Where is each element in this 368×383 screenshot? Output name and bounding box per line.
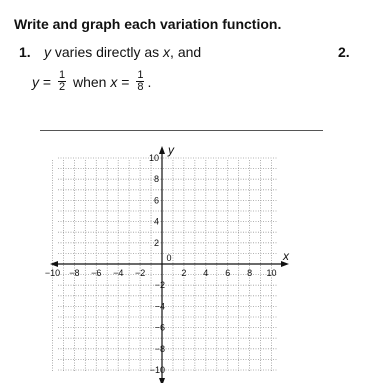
- fraction-2-denominator: 8: [137, 81, 144, 93]
- x-tick-label: 8: [247, 268, 253, 278]
- x-axis-label: x: [283, 249, 289, 263]
- var-x: x: [163, 44, 171, 60]
- y-tick-label: −8: [154, 343, 165, 354]
- x-tick-label: 2: [181, 268, 187, 278]
- cond-equals: =: [39, 73, 55, 90]
- x-tick-label: −10: [44, 268, 61, 278]
- worksheet-heading: Write and graph each variation function.: [14, 16, 282, 32]
- cond-var-x: x: [110, 73, 118, 90]
- statement-text: varies directly as: [51, 44, 164, 60]
- y-tick-label: 8: [153, 174, 159, 185]
- problem-number-1: 1.: [19, 44, 31, 60]
- cond-when: when: [69, 73, 111, 90]
- x-tick-label: −2: [134, 268, 146, 278]
- cond-period: .: [147, 73, 152, 90]
- y-tick-label: −2: [154, 280, 165, 291]
- y-axis-arrow-down: [159, 378, 165, 383]
- x-axis-arrow-left: [50, 261, 58, 267]
- x-tick-label: −8: [69, 268, 80, 278]
- x-tick-label: 6: [225, 268, 231, 278]
- cond-var-y: y: [32, 73, 39, 90]
- x-tick-label: 0: [166, 253, 172, 263]
- y-tick-label: 4: [153, 216, 159, 227]
- y-tick-label: 10: [148, 153, 159, 163]
- fraction-2-numerator: 1: [137, 69, 144, 81]
- y-tick-label: −4: [154, 301, 165, 312]
- problem-number-2: 2.: [338, 44, 350, 60]
- y-tick-label: 2: [153, 237, 159, 248]
- y-tick-label: −6: [154, 322, 165, 333]
- x-tick-label: 10: [266, 268, 277, 278]
- y-axis-label: y: [168, 143, 174, 157]
- y-tick-label: 6: [153, 195, 159, 206]
- var-y: y: [44, 44, 51, 60]
- x-tick-label: −4: [113, 268, 124, 278]
- x-tick-label: −6: [91, 268, 102, 278]
- fraction-1-denominator: 2: [58, 81, 66, 93]
- x-tick-label: 4: [203, 268, 209, 278]
- fraction-1-numerator: 1: [58, 69, 66, 81]
- cond-equals-2: =: [117, 73, 134, 90]
- y-axis-arrow-up: [159, 146, 165, 154]
- statement-end: , and: [170, 44, 202, 60]
- y-tick-label: −10: [149, 365, 165, 375]
